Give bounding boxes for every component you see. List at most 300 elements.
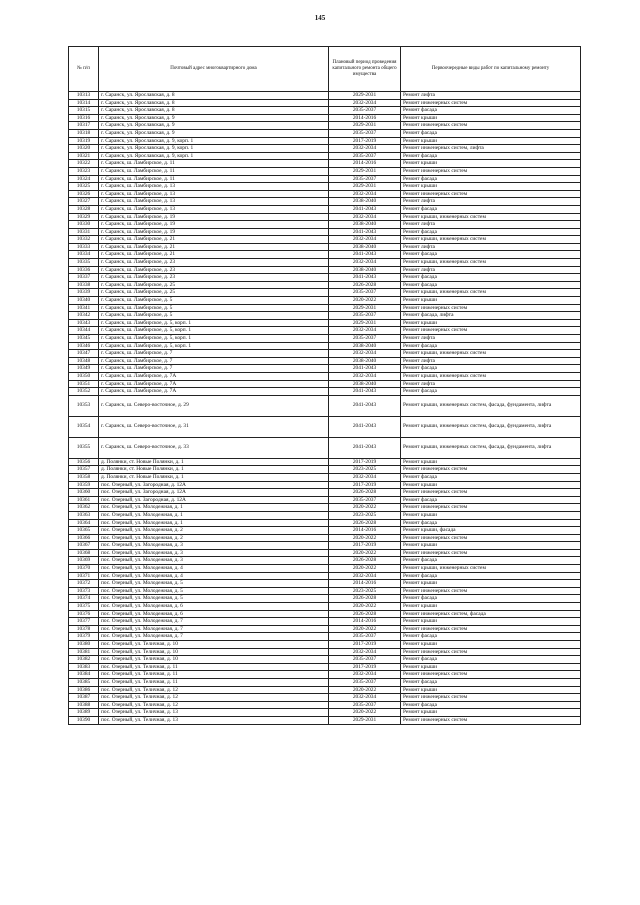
row-number: 10348 — [69, 357, 99, 365]
row-works: Ремонт фасада — [401, 365, 581, 373]
row-number: 10381 — [69, 648, 99, 656]
row-period: 2032-2034 — [329, 350, 401, 358]
row-number: 10353 — [69, 395, 99, 416]
row-works: Ремонт инженерных систем — [401, 549, 581, 557]
row-works: Ремонт инженерных систем — [401, 327, 581, 335]
row-address: г. Саранск, ш. Ламбирское, д. 21 — [99, 251, 329, 259]
row-works: Ремонт инженерных систем, лифта — [401, 145, 581, 153]
row-period: 2026-2028 — [329, 595, 401, 603]
row-address: д. Полянки, ст. Новые Полянки, д. 1 — [99, 473, 329, 481]
row-period: 2017-2019 — [329, 663, 401, 671]
row-works: Ремонт крыши — [401, 686, 581, 694]
row-number: 10342 — [69, 312, 99, 320]
row-works: Ремонт крыши — [401, 709, 581, 717]
table-row — [69, 183, 581, 191]
row-works: Ремонт крыши, фасада — [401, 527, 581, 535]
page-number: 145 — [314, 14, 326, 22]
row-address: пос. Озерный, ул. Молодежная, д. 2 — [99, 527, 329, 535]
row-works: Ремонт фасада — [401, 205, 581, 213]
row-period: 2029-2031 — [329, 167, 401, 175]
row-number: 10322 — [69, 160, 99, 168]
row-period: 2029-2031 — [329, 319, 401, 327]
table-row — [69, 549, 581, 557]
row-address: пос. Озерный, ул. Теличная, д. 11 — [99, 678, 329, 686]
row-period: 2041-2043 — [329, 228, 401, 236]
row-address: г. Саранск, ш. Ламбирское, д. 23 — [99, 274, 329, 282]
row-works: Ремонт инженерных систем — [401, 466, 581, 474]
row-works: Ремонт фасада — [401, 251, 581, 259]
row-address: г. Саранск, ш. Северо-восточное, д. 33 — [99, 437, 329, 458]
table-row — [69, 145, 581, 153]
table-row — [69, 625, 581, 633]
table-row — [69, 527, 581, 535]
row-number: 10324 — [69, 175, 99, 183]
row-works: Ремонт инженерных систем — [401, 671, 581, 679]
row-works: Ремонт крыши, инженерных систем — [401, 213, 581, 221]
row-number: 10333 — [69, 243, 99, 251]
row-address: г. Саранск, ш. Ламбирское, д. 5, корп. 1 — [99, 319, 329, 327]
row-address: г. Саранск, ш. Ламбирское, д. 23 — [99, 266, 329, 274]
table-row — [69, 274, 581, 282]
row-works: Ремонт фасада — [401, 107, 581, 115]
row-period: 2035-2037 — [329, 633, 401, 641]
table-row — [69, 289, 581, 297]
row-works: Ремонт крыши, инженерных систем, фасада, фундамента, лифта — [401, 395, 581, 416]
table-row — [69, 266, 581, 274]
row-works: Ремонт инженерных систем — [401, 489, 581, 497]
row-number: 10336 — [69, 266, 99, 274]
row-address: пос. Озерный, ул. Молодежная, д. 3 — [99, 557, 329, 565]
row-period: 2029-2031 — [329, 304, 401, 312]
row-period: 2023-2025 — [329, 587, 401, 595]
row-period: 2017-2019 — [329, 481, 401, 489]
header-works: Первоочередные виды работ по капитальному ремонту — [401, 47, 581, 92]
row-works: Ремонт инженерных систем — [401, 122, 581, 130]
table-row — [69, 496, 581, 504]
row-works: Ремонт крыши — [401, 580, 581, 588]
row-number: 10341 — [69, 304, 99, 312]
row-works: Ремонт инженерных систем — [401, 716, 581, 724]
row-address: г. Саранск, ш. Ламбирское, д. 7 — [99, 357, 329, 365]
row-address: пос. Озерный, ул. Теличная, д. 12 — [99, 694, 329, 702]
row-number: 10327 — [69, 198, 99, 206]
row-period: 2035-2037 — [329, 701, 401, 709]
row-number: 10313 — [69, 92, 99, 100]
row-period: 2035-2037 — [329, 152, 401, 160]
row-works: Ремонт фасада — [401, 129, 581, 137]
row-period: 2038-2040 — [329, 342, 401, 350]
row-number: 10384 — [69, 671, 99, 679]
row-period: 2038-2040 — [329, 221, 401, 229]
row-works: Ремонт инженерных систем — [401, 504, 581, 512]
row-address: пос. Озерный, ул. Теличная, д. 10 — [99, 656, 329, 664]
row-period: 2017-2019 — [329, 641, 401, 649]
table-row — [69, 92, 581, 100]
row-address: г. Саранск, ш. Ламбирское, д. 5, корп. 1 — [99, 342, 329, 350]
row-works: Ремонт крыши, инженерных систем — [401, 236, 581, 244]
row-number: 10376 — [69, 610, 99, 618]
table-row — [69, 342, 581, 350]
row-period: 2032-2034 — [329, 213, 401, 221]
row-works: Ремонт фасада — [401, 678, 581, 686]
row-period: 2032-2034 — [329, 648, 401, 656]
row-number: 10338 — [69, 281, 99, 289]
row-period: 2020-2022 — [329, 709, 401, 717]
row-number: 10368 — [69, 549, 99, 557]
row-number: 10371 — [69, 572, 99, 580]
row-number: 10329 — [69, 213, 99, 221]
row-works: Ремонт инженерных систем — [401, 304, 581, 312]
row-address: пос. Озерный, ул. Молодежная, д. 4 — [99, 572, 329, 580]
row-address: г. Саранск, ш. Ламбирское, д. 7А — [99, 388, 329, 396]
table-header-row — [69, 47, 581, 92]
row-works: Ремонт инженерных систем — [401, 190, 581, 198]
row-period: 2017-2019 — [329, 542, 401, 550]
row-period: 2032-2034 — [329, 671, 401, 679]
row-address: г. Саранск, ш. Ламбирское, д. 5, корп. 1 — [99, 335, 329, 343]
row-number: 10358 — [69, 473, 99, 481]
table-row — [69, 587, 581, 595]
row-works: Ремонт инженерных систем — [401, 694, 581, 702]
row-period: 2038-2040 — [329, 243, 401, 251]
table-row — [69, 473, 581, 481]
row-works: Ремонт лифта — [401, 357, 581, 365]
row-address: г. Саранск, ш. Ламбирское, д. 25 — [99, 289, 329, 297]
row-number: 10325 — [69, 183, 99, 191]
row-address: г. Саранск, ш. Ламбирское, д. 5 — [99, 304, 329, 312]
row-address: пос. Озерный, ул. Молодежная, д. 7 — [99, 633, 329, 641]
row-works: Ремонт крыши, инженерных систем — [401, 289, 581, 297]
row-number: 10370 — [69, 565, 99, 573]
row-address: пос. Озерный, ул. Теличная, д. 10 — [99, 648, 329, 656]
row-period: 2038-2040 — [329, 198, 401, 206]
table-row — [69, 259, 581, 267]
row-address: г. Саранск, ш. Ламбирское, д. 13 — [99, 198, 329, 206]
row-works: Ремонт крыши, инженерных систем — [401, 372, 581, 380]
row-works: Ремонт фасада, лифта — [401, 312, 581, 320]
row-period: 2041-2043 — [329, 416, 401, 437]
row-period: 2032-2034 — [329, 473, 401, 481]
row-works: Ремонт лифта — [401, 243, 581, 251]
table-row — [69, 335, 581, 343]
row-address: пос. Озерный, ул. Теличная, д. 12 — [99, 686, 329, 694]
row-number: 10377 — [69, 618, 99, 626]
table-row — [69, 304, 581, 312]
row-address: пос. Озерный, ул. Молодежная, д. 1 — [99, 519, 329, 527]
row-number: 10385 — [69, 678, 99, 686]
row-period: 2035-2037 — [329, 496, 401, 504]
row-number: 10328 — [69, 205, 99, 213]
table-row — [69, 701, 581, 709]
row-period: 2029-2031 — [329, 716, 401, 724]
table-row — [69, 129, 581, 137]
row-address: пос. Озерный, ул. Теличная, д. 11 — [99, 671, 329, 679]
row-number: 10356 — [69, 458, 99, 466]
row-works: Ремонт крыши — [401, 137, 581, 145]
table-row — [69, 542, 581, 550]
row-period: 2035-2037 — [329, 129, 401, 137]
row-period: 2029-2031 — [329, 92, 401, 100]
row-number: 10389 — [69, 709, 99, 717]
table-row — [69, 671, 581, 679]
row-number: 10326 — [69, 190, 99, 198]
row-number: 10380 — [69, 641, 99, 649]
table-row — [69, 372, 581, 380]
row-works: Ремонт крыши, инженерных систем — [401, 259, 581, 267]
row-number: 10365 — [69, 527, 99, 535]
table-row — [69, 641, 581, 649]
row-works: Ремонт лифта — [401, 92, 581, 100]
row-address: г. Саранск, ш. Северо-восточное, д. 29 — [99, 395, 329, 416]
row-address: г. Саранск, ул. Ярославская, д. 9 — [99, 129, 329, 137]
row-address: пос. Озерный, ул. Теличная, д. 13 — [99, 716, 329, 724]
row-period: 2035-2037 — [329, 107, 401, 115]
table-row — [69, 572, 581, 580]
row-number: 10374 — [69, 595, 99, 603]
row-number: 10352 — [69, 388, 99, 396]
row-period: 2032-2034 — [329, 236, 401, 244]
row-number: 10354 — [69, 416, 99, 437]
row-address: пос. Озерный, ул. Загородная, д. 12А — [99, 496, 329, 504]
row-works: Ремонт крыши — [401, 542, 581, 550]
row-works: Ремонт фасада — [401, 701, 581, 709]
row-address: пос. Озерный, ул. Молодежная, д. 1 — [99, 504, 329, 512]
row-works: Ремонт крыши — [401, 297, 581, 305]
row-number: 10372 — [69, 580, 99, 588]
row-works: Ремонт фасада — [401, 595, 581, 603]
repair-schedule-table — [68, 46, 581, 725]
table-row — [69, 297, 581, 305]
table-row — [69, 175, 581, 183]
row-address: пос. Озерный, ул. Загородная, д. 12А — [99, 489, 329, 497]
row-address: г. Саранск, ш. Ламбирское, д. 19 — [99, 221, 329, 229]
row-address: г. Саранск, ул. Ярославская, д. 9, корп. 1 — [99, 145, 329, 153]
table-row — [69, 236, 581, 244]
row-period: 2032-2034 — [329, 327, 401, 335]
row-works: Ремонт инженерных систем — [401, 587, 581, 595]
row-works: Ремонт лифта — [401, 335, 581, 343]
row-address: пос. Озерный, ул. Молодежная, д. 2 — [99, 534, 329, 542]
row-period: 2017-2019 — [329, 458, 401, 466]
row-period: 2014-2016 — [329, 618, 401, 626]
row-works: Ремонт инженерных систем — [401, 167, 581, 175]
row-number: 10390 — [69, 716, 99, 724]
table-row — [69, 603, 581, 611]
row-works: Ремонт фасада — [401, 175, 581, 183]
row-period: 2023-2025 — [329, 466, 401, 474]
row-works: Ремонт фасада — [401, 281, 581, 289]
row-number: 10332 — [69, 236, 99, 244]
row-works: Ремонт крыши — [401, 603, 581, 611]
row-period: 2020-2022 — [329, 565, 401, 573]
row-works: Ремонт крыши — [401, 319, 581, 327]
row-works: Ремонт инженерных систем — [401, 648, 581, 656]
table-row — [69, 416, 581, 437]
row-number: 10388 — [69, 701, 99, 709]
row-works: Ремонт фасада — [401, 572, 581, 580]
row-address: г. Саранск, ш. Ламбирское, д. 13 — [99, 190, 329, 198]
table-row — [69, 198, 581, 206]
row-period: 2020-2022 — [329, 297, 401, 305]
row-address: г. Саранск, ш. Ламбирское, д. 19 — [99, 228, 329, 236]
row-address: г. Саранск, ш. Ламбирское, д. 5 — [99, 312, 329, 320]
row-address: г. Саранск, ш. Ламбирское, д. 7А — [99, 372, 329, 380]
row-period: 2032-2034 — [329, 694, 401, 702]
row-works: Ремонт фасада — [401, 228, 581, 236]
row-period: 2038-2040 — [329, 266, 401, 274]
row-period: 2035-2037 — [329, 335, 401, 343]
row-period: 2017-2019 — [329, 137, 401, 145]
table-row — [69, 395, 581, 416]
row-period: 2032-2034 — [329, 190, 401, 198]
table-row — [69, 213, 581, 221]
row-number: 10363 — [69, 511, 99, 519]
table-row — [69, 437, 581, 458]
header-num: № п/п — [69, 47, 99, 92]
row-address: пос. Озерный, ул. Теличная, д. 10 — [99, 641, 329, 649]
table-row — [69, 228, 581, 236]
row-period: 2020-2022 — [329, 625, 401, 633]
row-works: Ремонт крыши — [401, 114, 581, 122]
row-period: 2029-2031 — [329, 122, 401, 130]
row-works: Ремонт инженерных систем — [401, 534, 581, 542]
row-period: 2023-2025 — [329, 511, 401, 519]
row-period: 2038-2040 — [329, 357, 401, 365]
row-address: г. Саранск, ш. Ламбирское, д. 11 — [99, 160, 329, 168]
row-number: 10314 — [69, 99, 99, 107]
row-period: 2026-2028 — [329, 610, 401, 618]
row-address: г. Саранск, ул. Ярославская, д. 8 — [99, 107, 329, 115]
row-address: д. Полянки, ст. Новые Полянки, д. 1 — [99, 458, 329, 466]
row-period: 2038-2040 — [329, 380, 401, 388]
header-address: Почтовый адрес многоквартирного дома — [99, 47, 329, 92]
row-number: 10345 — [69, 335, 99, 343]
table-row — [69, 319, 581, 327]
table-row — [69, 694, 581, 702]
row-address: пос. Озерный, ул. Теличная, д. 11 — [99, 663, 329, 671]
row-works: Ремонт крыши, инженерных систем, фасада, фундамента, лифта — [401, 416, 581, 437]
row-address: пос. Озерный, ул. Молодежная, д. 6 — [99, 603, 329, 611]
row-works: Ремонт лифта — [401, 266, 581, 274]
row-works: Ремонт крыши — [401, 641, 581, 649]
table-row — [69, 565, 581, 573]
row-address: г. Саранск, ш. Ламбирское, д. 11 — [99, 167, 329, 175]
row-address: пос. Озерный, ул. Загородная, д. 12А — [99, 481, 329, 489]
row-works: Ремонт фасада — [401, 152, 581, 160]
table-row — [69, 281, 581, 289]
table-row — [69, 610, 581, 618]
row-period: 2035-2037 — [329, 678, 401, 686]
row-number: 10334 — [69, 251, 99, 259]
row-address: г. Саранск, ш. Ламбирское, д. 11 — [99, 175, 329, 183]
row-address: пос. Озерный, ул. Теличная, д. 12 — [99, 701, 329, 709]
row-address: г. Саранск, ш. Ламбирское, д. 5 — [99, 297, 329, 305]
table-row — [69, 243, 581, 251]
row-address: г. Саранск, ш. Ламбирское, д. 5, корп. 1 — [99, 327, 329, 335]
table-row — [69, 388, 581, 396]
row-address: г. Саранск, ш. Ламбирское, д. 21 — [99, 243, 329, 251]
row-address: г. Саранск, ш. Ламбирское, д. 19 — [99, 213, 329, 221]
table-row — [69, 511, 581, 519]
row-period: 2014-2016 — [329, 160, 401, 168]
table-row — [69, 365, 581, 373]
row-works: Ремонт фасада — [401, 274, 581, 282]
row-address: пос. Озерный, ул. Молодежная, д. 4 — [99, 565, 329, 573]
row-address: г. Саранск, ш. Ламбирское, д. 21 — [99, 236, 329, 244]
row-number: 10323 — [69, 167, 99, 175]
row-number: 10316 — [69, 114, 99, 122]
row-address: г. Саранск, ш. Ламбирское, д. 25 — [99, 281, 329, 289]
row-number: 10317 — [69, 122, 99, 130]
table-row — [69, 595, 581, 603]
row-works: Ремонт крыши — [401, 458, 581, 466]
row-number: 10321 — [69, 152, 99, 160]
row-period: 2026-2028 — [329, 489, 401, 497]
row-address: пос. Озерный, ул. Молодежная, д. 5 — [99, 587, 329, 595]
row-works: Ремонт инженерных систем — [401, 99, 581, 107]
row-works: Ремонт крыши — [401, 160, 581, 168]
row-period: 2032-2034 — [329, 145, 401, 153]
row-works: Ремонт фасада — [401, 496, 581, 504]
row-period: 2032-2034 — [329, 259, 401, 267]
row-number: 10373 — [69, 587, 99, 595]
row-number: 10361 — [69, 496, 99, 504]
row-works: Ремонт фасада — [401, 388, 581, 396]
row-number: 10349 — [69, 365, 99, 373]
table-row — [69, 663, 581, 671]
row-number: 10344 — [69, 327, 99, 335]
row-period: 2014-2016 — [329, 580, 401, 588]
row-number: 10339 — [69, 289, 99, 297]
table-row — [69, 519, 581, 527]
row-number: 10387 — [69, 694, 99, 702]
row-number: 10375 — [69, 603, 99, 611]
row-period: 2041-2043 — [329, 395, 401, 416]
row-period: 2014-2016 — [329, 114, 401, 122]
row-period: 2035-2037 — [329, 175, 401, 183]
row-number: 10343 — [69, 319, 99, 327]
row-works: Ремонт крыши, инженерных систем, фасада, фундамента, лифта — [401, 437, 581, 458]
table-row — [69, 357, 581, 365]
row-works: Ремонт фасада — [401, 633, 581, 641]
row-works: Ремонт крыши — [401, 663, 581, 671]
row-address: пос. Озерный, ул. Молодежная, д. 6 — [99, 610, 329, 618]
table-row — [69, 205, 581, 213]
row-number: 10331 — [69, 228, 99, 236]
row-works: Ремонт фасада — [401, 656, 581, 664]
row-period: 2035-2037 — [329, 656, 401, 664]
row-period: 2020-2022 — [329, 603, 401, 611]
row-number: 10382 — [69, 656, 99, 664]
row-address: г. Саранск, ш. Ламбирское, д. 13 — [99, 183, 329, 191]
row-number: 10318 — [69, 129, 99, 137]
row-address: г. Саранск, ул. Ярославская, д. 8 — [99, 92, 329, 100]
row-address: г. Саранск, ул. Ярославская, д. 9, корп. 1 — [99, 152, 329, 160]
table-row — [69, 557, 581, 565]
table-row — [69, 312, 581, 320]
row-number: 10350 — [69, 372, 99, 380]
row-period: 2026-2028 — [329, 519, 401, 527]
row-period: 2041-2043 — [329, 388, 401, 396]
row-address: г. Саранск, ул. Ярославская, д. 9, корп. 1 — [99, 137, 329, 145]
row-number: 10330 — [69, 221, 99, 229]
row-number: 10386 — [69, 686, 99, 694]
row-number: 10357 — [69, 466, 99, 474]
row-works: Ремонт инженерных систем — [401, 625, 581, 633]
row-works: Ремонт лифта — [401, 198, 581, 206]
table-row — [69, 114, 581, 122]
row-address: г. Саранск, ш. Ламбирское, д. 23 — [99, 259, 329, 267]
